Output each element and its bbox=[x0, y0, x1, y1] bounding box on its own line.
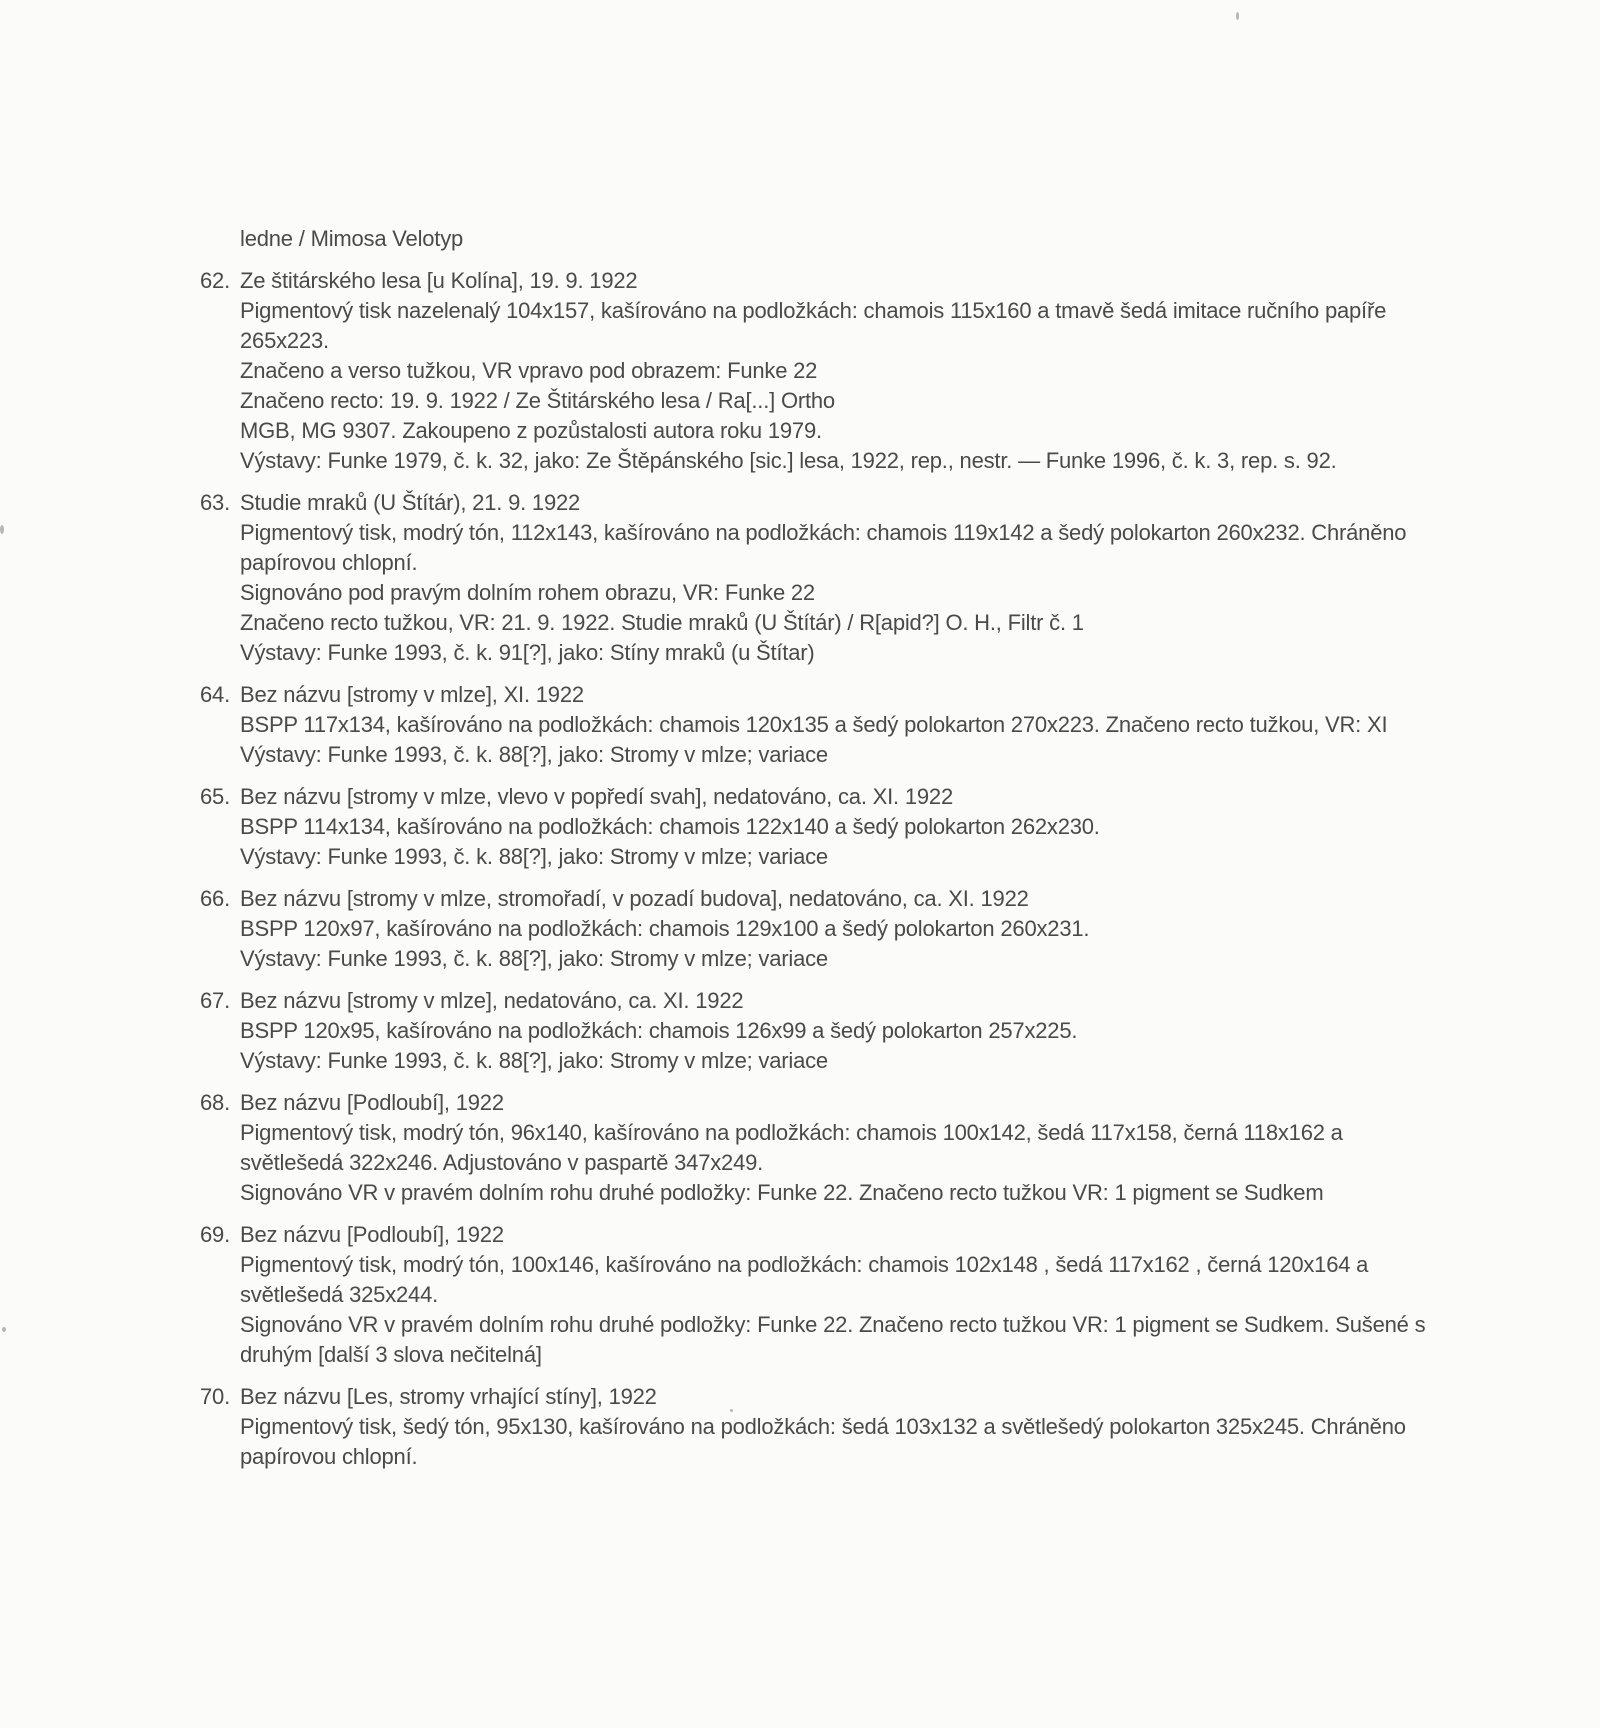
entry-detail-line: Pigmentový tisk nazelenalý 104x157, kašírováno na podložkách: chamois 115x160 a tmavě šedá imitace ručního papíře 265x223. bbox=[240, 298, 1387, 353]
entry-title: Ze štitárského lesa [u Kolína], 19. 9. 1922 bbox=[240, 268, 638, 293]
entry-number: 62. bbox=[200, 268, 230, 293]
entry-list bbox=[186, 266, 1426, 1472]
catalogue-entry bbox=[186, 1220, 1426, 1370]
entry-detail-line: Výstavy: Funke 1993, č. k. 88[?], jako: Stromy v mlze; variace bbox=[240, 742, 828, 767]
catalogue-entries bbox=[186, 224, 1426, 1484]
catalogue-entry bbox=[186, 986, 1426, 1076]
entry-detail-line: Výstavy: Funke 1993, č. k. 88[?], jako: Stromy v mlze; variace bbox=[240, 844, 828, 869]
catalogue-entry bbox=[186, 488, 1426, 668]
entry-detail-line: BSPP 120x97, kašírováno na podložkách: chamois 129x100 a šedý polokarton 260x231. bbox=[240, 916, 1090, 941]
entry-detail-line: Pigmentový tisk, šedý tón, 95x130, kašírováno na podložkách: šedá 103x132 a světlešedý polokarton 325x245. Chráněno papírovou chlopní. bbox=[240, 1414, 1406, 1469]
entry-detail-line: Signováno VR v pravém dolním rohu druhé podložky: Funke 22. Značeno recto tužkou VR: 1 pigment se Sudkem bbox=[240, 1180, 1324, 1205]
entry-number: 69. bbox=[200, 1222, 230, 1247]
entry-detail-line: BSPP 120x95, kašírováno na podložkách: chamois 126x99 a šedý polokarton 257x225. bbox=[240, 1018, 1078, 1043]
entry-detail-line: Značeno a verso tužkou, VR vpravo pod obrazem: Funke 22 bbox=[240, 358, 818, 383]
entry-detail-line: Signováno pod pravým dolním rohem obrazu, VR: Funke 22 bbox=[240, 580, 815, 605]
catalogue-entry bbox=[186, 680, 1426, 770]
entry-number: 63. bbox=[200, 490, 230, 515]
catalogue-entry bbox=[186, 1088, 1426, 1208]
entry-detail-line: Značeno recto tužkou, VR: 21. 9. 1922. Studie mraků (U Štítár) / R[apid?] O. H., Filtr č. 1 bbox=[240, 610, 1084, 635]
catalogue-entry bbox=[186, 1382, 1426, 1472]
entry-detail-line: Značeno recto: 19. 9. 1922 / Ze Štitárského lesa / Ra[...] Ortho bbox=[240, 388, 835, 413]
entry-title: Bez názvu [stromy v mlze], nedatováno, ca. XI. 1922 bbox=[240, 988, 744, 1013]
entry-detail-line: Pigmentový tisk, modrý tón, 112x143, kašírováno na podložkách: chamois 119x142 a šedý polokarton 260x232. Chráněno papírovou chlopní. bbox=[240, 520, 1407, 575]
entry-number: 65. bbox=[200, 784, 230, 809]
catalogue-entry bbox=[186, 782, 1426, 872]
entry-detail-line: Výstavy: Funke 1993, č. k. 91[?], jako: Stíny mraků (u Štítar) bbox=[240, 640, 815, 665]
entry-title: Bez názvu [Podloubí], 1922 bbox=[240, 1090, 504, 1115]
paper-speck bbox=[0, 525, 4, 534]
entry-number: 64. bbox=[200, 682, 230, 707]
entry-detail-line: Výstavy: Funke 1979, č. k. 32, jako: Ze Štěpánského [sic.] lesa, 1922, rep., nestr. — Funke 1996, č. k. 3, rep. s. 92. bbox=[240, 448, 1337, 473]
entry-title: Studie mraků (U Štítár), 21. 9. 1922 bbox=[240, 490, 581, 515]
entry-number: 70. bbox=[200, 1384, 230, 1409]
entry-detail-line: MGB, MG 9307. Zakoupeno z pozůstalosti autora roku 1979. bbox=[240, 418, 822, 443]
entry-title: Bez názvu [stromy v mlze, stromořadí, v pozadí budova], nedatováno, ca. XI. 1922 bbox=[240, 886, 1029, 911]
entry-detail-line: Pigmentový tisk, modrý tón, 96x140, kašírováno na podložkách: chamois 100x142, šedá 117x158, černá 118x162 a světlešedá 322x246. Adjustováno v paspartě 347x249. bbox=[240, 1120, 1343, 1175]
entry-title: Bez názvu [Podloubí], 1922 bbox=[240, 1222, 504, 1247]
entry-detail-line: BSPP 117x134, kašírováno na podložkách: chamois 120x135 a šedý polokarton 270x223. Značeno recto tužkou, VR: XI bbox=[240, 712, 1388, 737]
entry-detail-line: Signováno VR v pravém dolním rohu druhé podložky: Funke 22. Značeno recto tužkou VR: 1 pigment se Sudkem. Sušené s druhým [další 3 slova nečitelná] bbox=[240, 1312, 1426, 1367]
catalogue-entry bbox=[186, 884, 1426, 974]
continuation-line: ledne / Mimosa Velotyp bbox=[240, 226, 464, 251]
entry-title: Bez názvu [stromy v mlze], XI. 1922 bbox=[240, 682, 584, 707]
entry-title: Bez názvu [stromy v mlze, vlevo v popředí svah], nedatováno, ca. XI. 1922 bbox=[240, 784, 954, 809]
entry-number: 66. bbox=[200, 886, 230, 911]
paper-speck bbox=[2, 1327, 6, 1332]
paper-speck bbox=[730, 1409, 733, 1412]
entry-title: Bez názvu [Les, stromy vrhající stíny], 1922 bbox=[240, 1384, 657, 1409]
entry-detail-line: BSPP 114x134, kašírováno na podložkách: chamois 122x140 a šedý polokarton 262x230. bbox=[240, 814, 1100, 839]
catalogue-entry bbox=[186, 266, 1426, 476]
entry-number: 68. bbox=[200, 1090, 230, 1115]
entry-detail-line: Výstavy: Funke 1993, č. k. 88[?], jako: Stromy v mlze; variace bbox=[240, 946, 828, 971]
paper-speck bbox=[1236, 12, 1239, 20]
entry-detail-line: Výstavy: Funke 1993, č. k. 88[?], jako: Stromy v mlze; variace bbox=[240, 1048, 828, 1073]
entry-number: 67. bbox=[200, 988, 230, 1013]
entry-detail-line: Pigmentový tisk, modrý tón, 100x146, kašírováno na podložkách: chamois 102x148 , šedá 117x162 , černá 120x164 a světlešedá 325x244. bbox=[240, 1252, 1369, 1307]
